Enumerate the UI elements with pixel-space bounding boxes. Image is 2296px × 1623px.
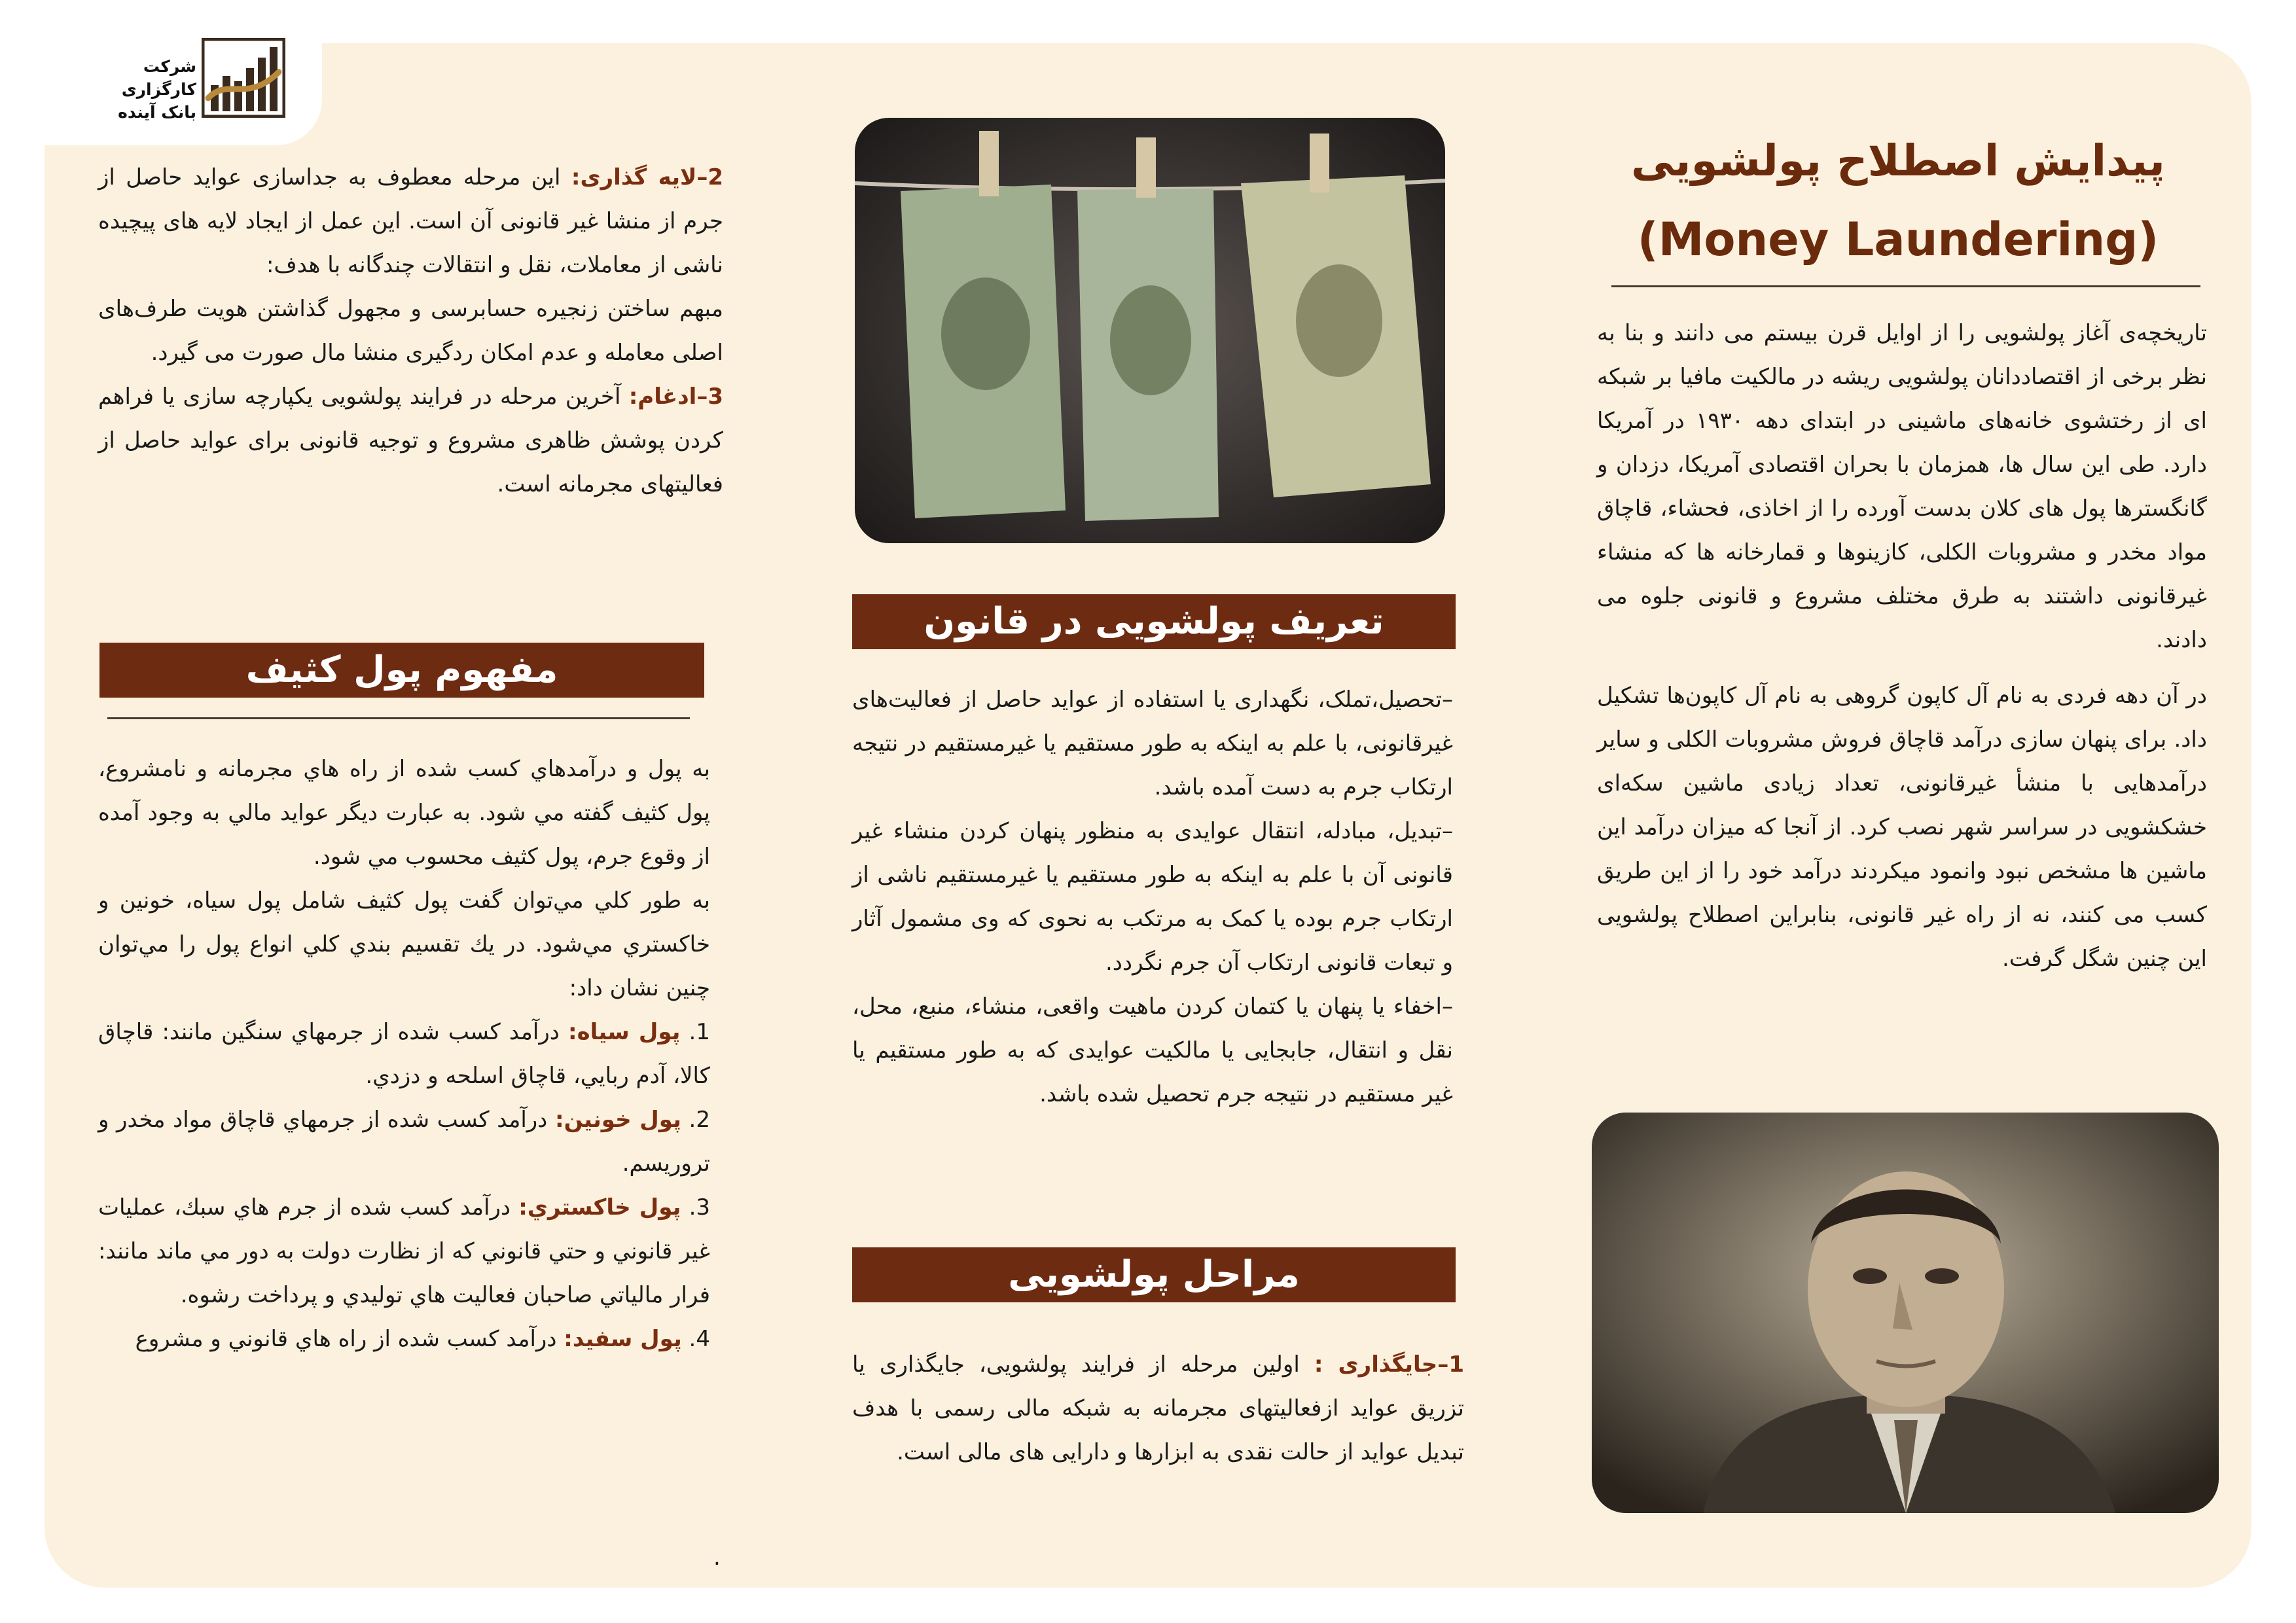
trailing-dot: . (713, 1544, 721, 1571)
definition-text (852, 678, 1453, 1116)
stage-2-paragraph-b: مبهم ساختن زنجیره حسابرسی و مجهول گذاشتن هویت طرف‌های اصلی معامله و عدم امکان ردگیری منشا مال صورت می گیرد. (98, 296, 723, 366)
stage-3-body: آخرین مرحله در فرایند پولشویی یکپارچه سازی یا فراهم کردن پوشش ظاهری مشروع و توجیه قانونی برای عواید حاصل از فعالیتهای مجرمانه است. (98, 383, 723, 497)
stage-2-body: این مرحله معطوف به جداسازی عواید حاصل از جرم از منشا غیر قانونی آن است. این عمل از ایجاد لایه های پیچیده ناشی از معاملات، نقل و انتقالات چندگانه با هدف: (98, 164, 723, 278)
dirty-money-paragraph-2: به طور كلي مي‌توان گفت پول كثيف شامل پول سياه، خونين و خاكستري مي‌شود. در يك تقسيم بندي كلي انواع پول را مي‌توان چنين نشان داد: (98, 887, 710, 1001)
money-type-4-label: پول سفيد: (564, 1326, 682, 1352)
stages-continued-text (98, 156, 723, 507)
money-type-4-num: 4. (689, 1326, 710, 1352)
logo-tab (0, 0, 322, 145)
origin-paragraph-1: تاریخچه‌ی آغاز پولشویی را از اوایل قرن بیستم می دانند و بنا به نظر برخی از اقتصاددانان پولشویی ریشه در مالکیت مافیا بر شبکه ای از رختشوی خانه‌های ماشینی در ابتدای دهه ۱۹۳۰ در آمریکا دارد. طی این سال ها، همزمان با بحران اقتصادی آمریکا، دزدان و گانگسترها پول های کلان بدست آورده را از اخاذی، فحشاء، قاچاق مواد مخدر و مشروبات الکلی، کازینوها و قمارخانه ها که منشاء غیرقانونی داشتند به طرق مختلف مشروع و قانونی جلوه می دادند. (1597, 320, 2207, 653)
money-type-2-num: 2. (689, 1107, 710, 1133)
stage-2-paragraph (98, 156, 723, 287)
stages-band: مراحل پولشویی (852, 1247, 1456, 1302)
money-type-2-label: پول خونين: (554, 1107, 681, 1133)
origin-title-line1: پیدایش اصطلاح پولشویی (1631, 135, 2165, 186)
stage-1-body: اولین مرحله از فرایند پولشویی، جایگذاری یا تزریق عواید ازفعالیتهای مجرمانه به شبکه مالی رسمی با هدف تبدیل عواید از حالت نقدی به ابزارها و دارایی های مالی است. (852, 1351, 1464, 1465)
dirty-money-text (98, 747, 710, 1361)
money-type-2-body: درآمد كسب شده از جرمهاي قاچاق مواد مخدر و تروريسم. (98, 1107, 710, 1177)
money-type-3-label: پول خاكستري: (518, 1194, 681, 1221)
money-type-1-body: درآمد كسب شده از جرمهاي سنگين مانند: قاچاق كالا، آدم ربايي، قاچاق اسلحه و دزدي. (98, 1019, 710, 1089)
money-type-3-body: درآمد كسب شده از جرم هاي سبك، عمليات غير قانوني و حتي قانوني كه از نظارت دولت به دور مي ماند مانند: فرار مالياتي صاحبان فعاليت هاي توليدي و پرداخت رشوه. (98, 1194, 710, 1308)
money-type-1-label: پول سياه: (567, 1019, 681, 1045)
stage-1-label: 1–جایگذاری : (1314, 1351, 1464, 1378)
money-type-1-num: 1. (689, 1019, 710, 1045)
brand-name-line2: بانک آینده (118, 103, 196, 122)
al-capone-photo (1592, 1113, 2219, 1513)
stage-1-text (852, 1343, 1464, 1474)
money-type-1 (98, 1010, 710, 1098)
origin-text (1597, 312, 2207, 988)
brand-name (72, 55, 196, 124)
money-type-3-num: 3. (689, 1194, 711, 1221)
money-type-3 (98, 1186, 710, 1317)
definition-item-1: –تحصیل،تملک، نگهداری یا استفاده از عواید حاصل از فعالیت‌های غیرقانونی، با علم به اینکه به طور مستقیم یا غیرمستقیم در نتیجه ارتکاب جرم به دست آمده باشد. (852, 687, 1453, 800)
origin-title-rule (1611, 285, 2200, 287)
money-type-2 (98, 1098, 710, 1186)
dirty-money-rule (107, 717, 690, 719)
dirty-money-band: مفهوم پول کثیف (99, 643, 704, 698)
origin-paragraph-2: در آن دهه فردی به نام آل کاپون گروهی به نام آل کاپون‌ها تشکیل داد. برای پنهان سازی درآمد قاچاق فروش مشروبات الکلی و سایر درآمدهایی با منشأ غیرقانونی، تعداد زیادی ماشین سکه‌ای خشکشویی در سراسر شهر نصب کرد. از آنجا که میزان درآمد این ماشین ها مشخص نبود وانمود میکردند درآمد خود را از این طریق کسب می کنند، نه از راه غیر قانونی، بنابراین اصطلاح پولشویی این چنین شگل گرفت. (1597, 683, 2207, 972)
money-type-4 (98, 1317, 710, 1361)
dirty-money-paragraph-1: به پول و درآمدهاي كسب شده از راه هاي مجرمانه و نامشروع، پول كثيف گفته مي شود. به عبارت ديگر عوايد مالي به وجود آمده از وقوع جرم، پول كثيف محسوب مي شود. (98, 756, 710, 870)
money-clothesline-photo (855, 118, 1445, 543)
origin-title (1597, 122, 2199, 279)
stage-1-paragraph (852, 1343, 1464, 1474)
brand-logo-icon (202, 38, 285, 118)
origin-title-line2: (Money Laundering) (1637, 213, 2159, 266)
brand-name-line1: شرکت کارگزاری (121, 57, 196, 99)
stage-2-label: 2–لایه گذاری: (571, 164, 724, 190)
definition-item-2: –تبدیل، مبادله، انتقال عوایدی به منظور پنهان کردن منشاء غیر قانونی آن با علم به اینکه به طور مستقیم یا غیرمستقیم ناشی از ارتکاب جرم بوده یا کمک به مرتکب به نحوی که وی مشمول آثار و تبعات قانونی ارتکاب آن جرم نگردد. (852, 818, 1453, 976)
definition-band: تعریف پولشویی در قانون (852, 594, 1456, 649)
stage-3-paragraph (98, 375, 723, 507)
stage-3-label: 3–ادغام: (628, 383, 723, 410)
money-type-4-body: درآمد كسب شده از راه هاي قانوني و مشروع (135, 1326, 564, 1352)
definition-item-3: –اخفاء یا پنهان یا کتمان کردن ماهیت واقعی، منشاء، منبع، محل، نقل و انتقال، جابجایی یا مالکیت عوایدی که به طور مستقیم یا غیر مستقیم در نتیجه جرم تحصیل شده باشد. (852, 993, 1453, 1107)
